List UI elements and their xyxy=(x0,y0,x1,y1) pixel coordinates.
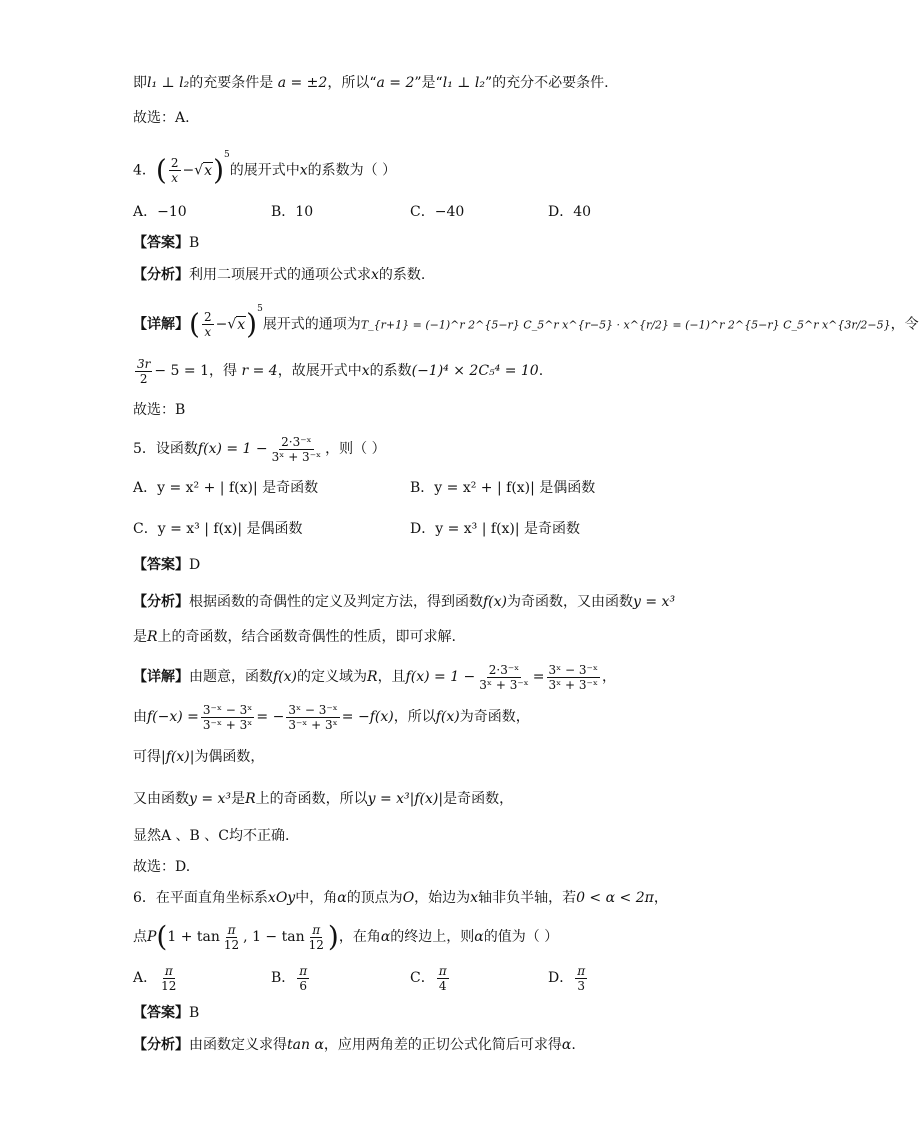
detail-5-even: 可得|f(x)|为偶函数， xyxy=(133,749,265,765)
math-perp-2: l₁ ⊥ l₂ xyxy=(442,75,485,91)
text: 展开式的通项为 xyxy=(262,316,361,333)
text: − 5 = 1，得 xyxy=(154,363,238,379)
minus: − xyxy=(182,162,195,179)
answer-value: B xyxy=(189,235,200,251)
fraction-3r-over-2: $\frac{3r}{2}$ xyxy=(137,356,151,386)
answer-4 xyxy=(133,233,199,253)
answer-5: 【答案】D xyxy=(133,557,201,573)
text: ，所以“ xyxy=(327,75,377,91)
question-6: 6．在平面直角坐标系xOy中，角α的顶点为O，始边为x轴非负半轴，若0 < α < 2π， xyxy=(133,890,668,906)
math-x: x xyxy=(361,363,370,379)
detail-4-solve: $\frac{3r}{2}$ − 5 = 1，得 r = 4，故展开式中x的系数(−1)⁴ × 2C₅⁴ = 10. xyxy=(137,356,544,386)
q4-option-c: C．−40 xyxy=(410,204,465,220)
text: 即 xyxy=(133,75,147,91)
q5-option-d: D．y = x³ | f(x)| 是奇函数 xyxy=(410,521,581,537)
q5-option-a: A．y = x² + | f(x)| 是奇函数 xyxy=(133,480,319,496)
text: 的系数 xyxy=(369,363,412,379)
answer-value: B xyxy=(189,1005,200,1021)
math-x: x xyxy=(371,267,379,283)
text: ”的充分不必要条件. xyxy=(484,75,609,91)
analysis-5-cont: 是R上的奇函数，结合函数奇偶性的性质，即可求解. xyxy=(133,629,456,645)
condition-line xyxy=(133,73,609,93)
detail-5-conclusion: 又由函数y = x³是R上的奇函数，所以y = x³|f(x)|是奇函数， xyxy=(133,791,514,807)
left-paren: ( xyxy=(155,153,167,187)
q6-option-c: C． $\frac{\pi}{4}$ xyxy=(410,963,447,993)
q6-option-d: D． $\frac{\pi}{3}$ xyxy=(548,963,586,993)
q4-option-d: D．40 xyxy=(548,204,592,220)
text: 的系数. xyxy=(378,267,426,283)
choose-d: 故选：D. xyxy=(133,859,191,875)
answer-value: D xyxy=(189,557,201,573)
math-fx: f(x) = 1 − xyxy=(197,441,268,457)
answer-6: 【答案】B xyxy=(133,1005,200,1021)
q5-option-c: C．y = x³ | f(x)| 是偶函数 xyxy=(133,521,303,537)
power-5: 5 xyxy=(224,150,230,160)
question-5 xyxy=(133,432,386,466)
math-perp: l₁ ⊥ l₂ xyxy=(147,75,190,91)
analysis-tag: 【分析】 xyxy=(133,267,189,283)
question-4: 4．( $\frac{2}{x}$ −√x)$^5$的展开式中x的系数为（ ） xyxy=(133,150,397,187)
analysis-6: 【分析】由函数定义求得tan α，应用两角差的正切公式化简后可求得α. xyxy=(133,1037,576,1053)
q4-option-a: A．−10 xyxy=(133,204,187,220)
question-6-point: 点P(1 + tan $\frac{\pi}{12}$ , 1 − tan $\frac{\pi}{12}$ )，在角α的终边上，则α的值为（ ） xyxy=(133,920,559,953)
text: 的系数为（ ） xyxy=(307,162,397,179)
right-paren: ) xyxy=(213,153,224,187)
math-r-4: r = 4 xyxy=(241,363,278,379)
detail-5-others: 显然A 、B 、C均不正确. xyxy=(133,828,290,844)
sqrt-x: x xyxy=(204,162,213,179)
question-number: 4． xyxy=(133,162,156,179)
text: 利用二项展开式的通项公式求 xyxy=(189,267,371,283)
text: ，令 xyxy=(890,316,919,333)
detail-5: 【详解】由题意，函数f(x)的定义域为R，且f(x) = 1 − $\frac{\text{2·3⁻ˣ}}{\text{3ˣ + 3⁻ˣ}}$ = $\frac{\text{3ˣ − 3⁻ˣ}}{\text{3ˣ + 3⁻ˣ}}$ ， xyxy=(133,662,616,692)
general-term-formula: T_{r+1} = (−1)^r 2^{5−r} C_5^r x^{r−5} · x^{r/2} = (−1)^r 2^{5−r} C_5^r x^{3r/2−5} xyxy=(360,318,891,332)
analysis-5: 【分析】根据函数的奇偶性的定义及判定方法，得到函数f(x)为奇函数，又由函数y = x³ xyxy=(133,594,676,610)
question-number: 5．设函数 xyxy=(133,441,198,457)
text: 的展开式中 xyxy=(229,162,300,179)
detail-4: 【详解】( $\frac{2}{x}$ −√x)$^5$展开式的通项为T_{r+1} = (−1)^r 2^{5−r} C_5^r x^{r−5} · x^{r/2} = (−1)^r 2^{5−r} C_5^r x^{3r/2−5}，令 xyxy=(133,304,919,341)
math-coefficient: (−1)⁴ × 2C₅⁴ = 10 xyxy=(411,363,539,379)
choose-b-4: 故选：B xyxy=(133,402,186,418)
detail-5-odd: 由f(−x) = $\frac{\text{3⁻ˣ − 3ˣ}}{\text{3⁻ˣ + 3ˣ}}$ = − $\frac{\text{3ˣ − 3⁻ˣ}}{\text{3⁻ˣ + 3ˣ}}$ = −f(x)，所以f(x)为奇函数， xyxy=(133,702,530,732)
q5-option-b: B．y = x² + | f(x)| 是偶函数 xyxy=(410,480,596,496)
math-a-pm2: a = ±2 xyxy=(277,75,328,91)
fraction-2-over-x: $\frac{2}{x}$ xyxy=(170,156,179,186)
text: ，则（ ） xyxy=(325,441,386,457)
math-x: x xyxy=(299,162,308,179)
choose-a: 故选：A. xyxy=(133,110,190,126)
q6-option-a: A． $\frac{\pi}{12}$ xyxy=(133,963,177,993)
text: ，故展开式中 xyxy=(277,363,362,379)
analysis-4 xyxy=(133,265,425,285)
text: ”是“ xyxy=(414,75,443,91)
fraction-fx: $\frac{\text{2·3⁻ˣ}}{\text{3ˣ + 3⁻ˣ}}$ xyxy=(271,434,322,464)
math-a-2: a = 2 xyxy=(376,75,415,91)
answer-tag: 【答案】 xyxy=(133,235,189,251)
detail-tag: 【详解】 xyxy=(133,316,189,333)
text: 的充要条件是 xyxy=(189,75,274,91)
q4-option-b: B．10 xyxy=(271,204,314,220)
q6-option-b: B． $\frac{\pi}{6}$ xyxy=(271,963,308,993)
